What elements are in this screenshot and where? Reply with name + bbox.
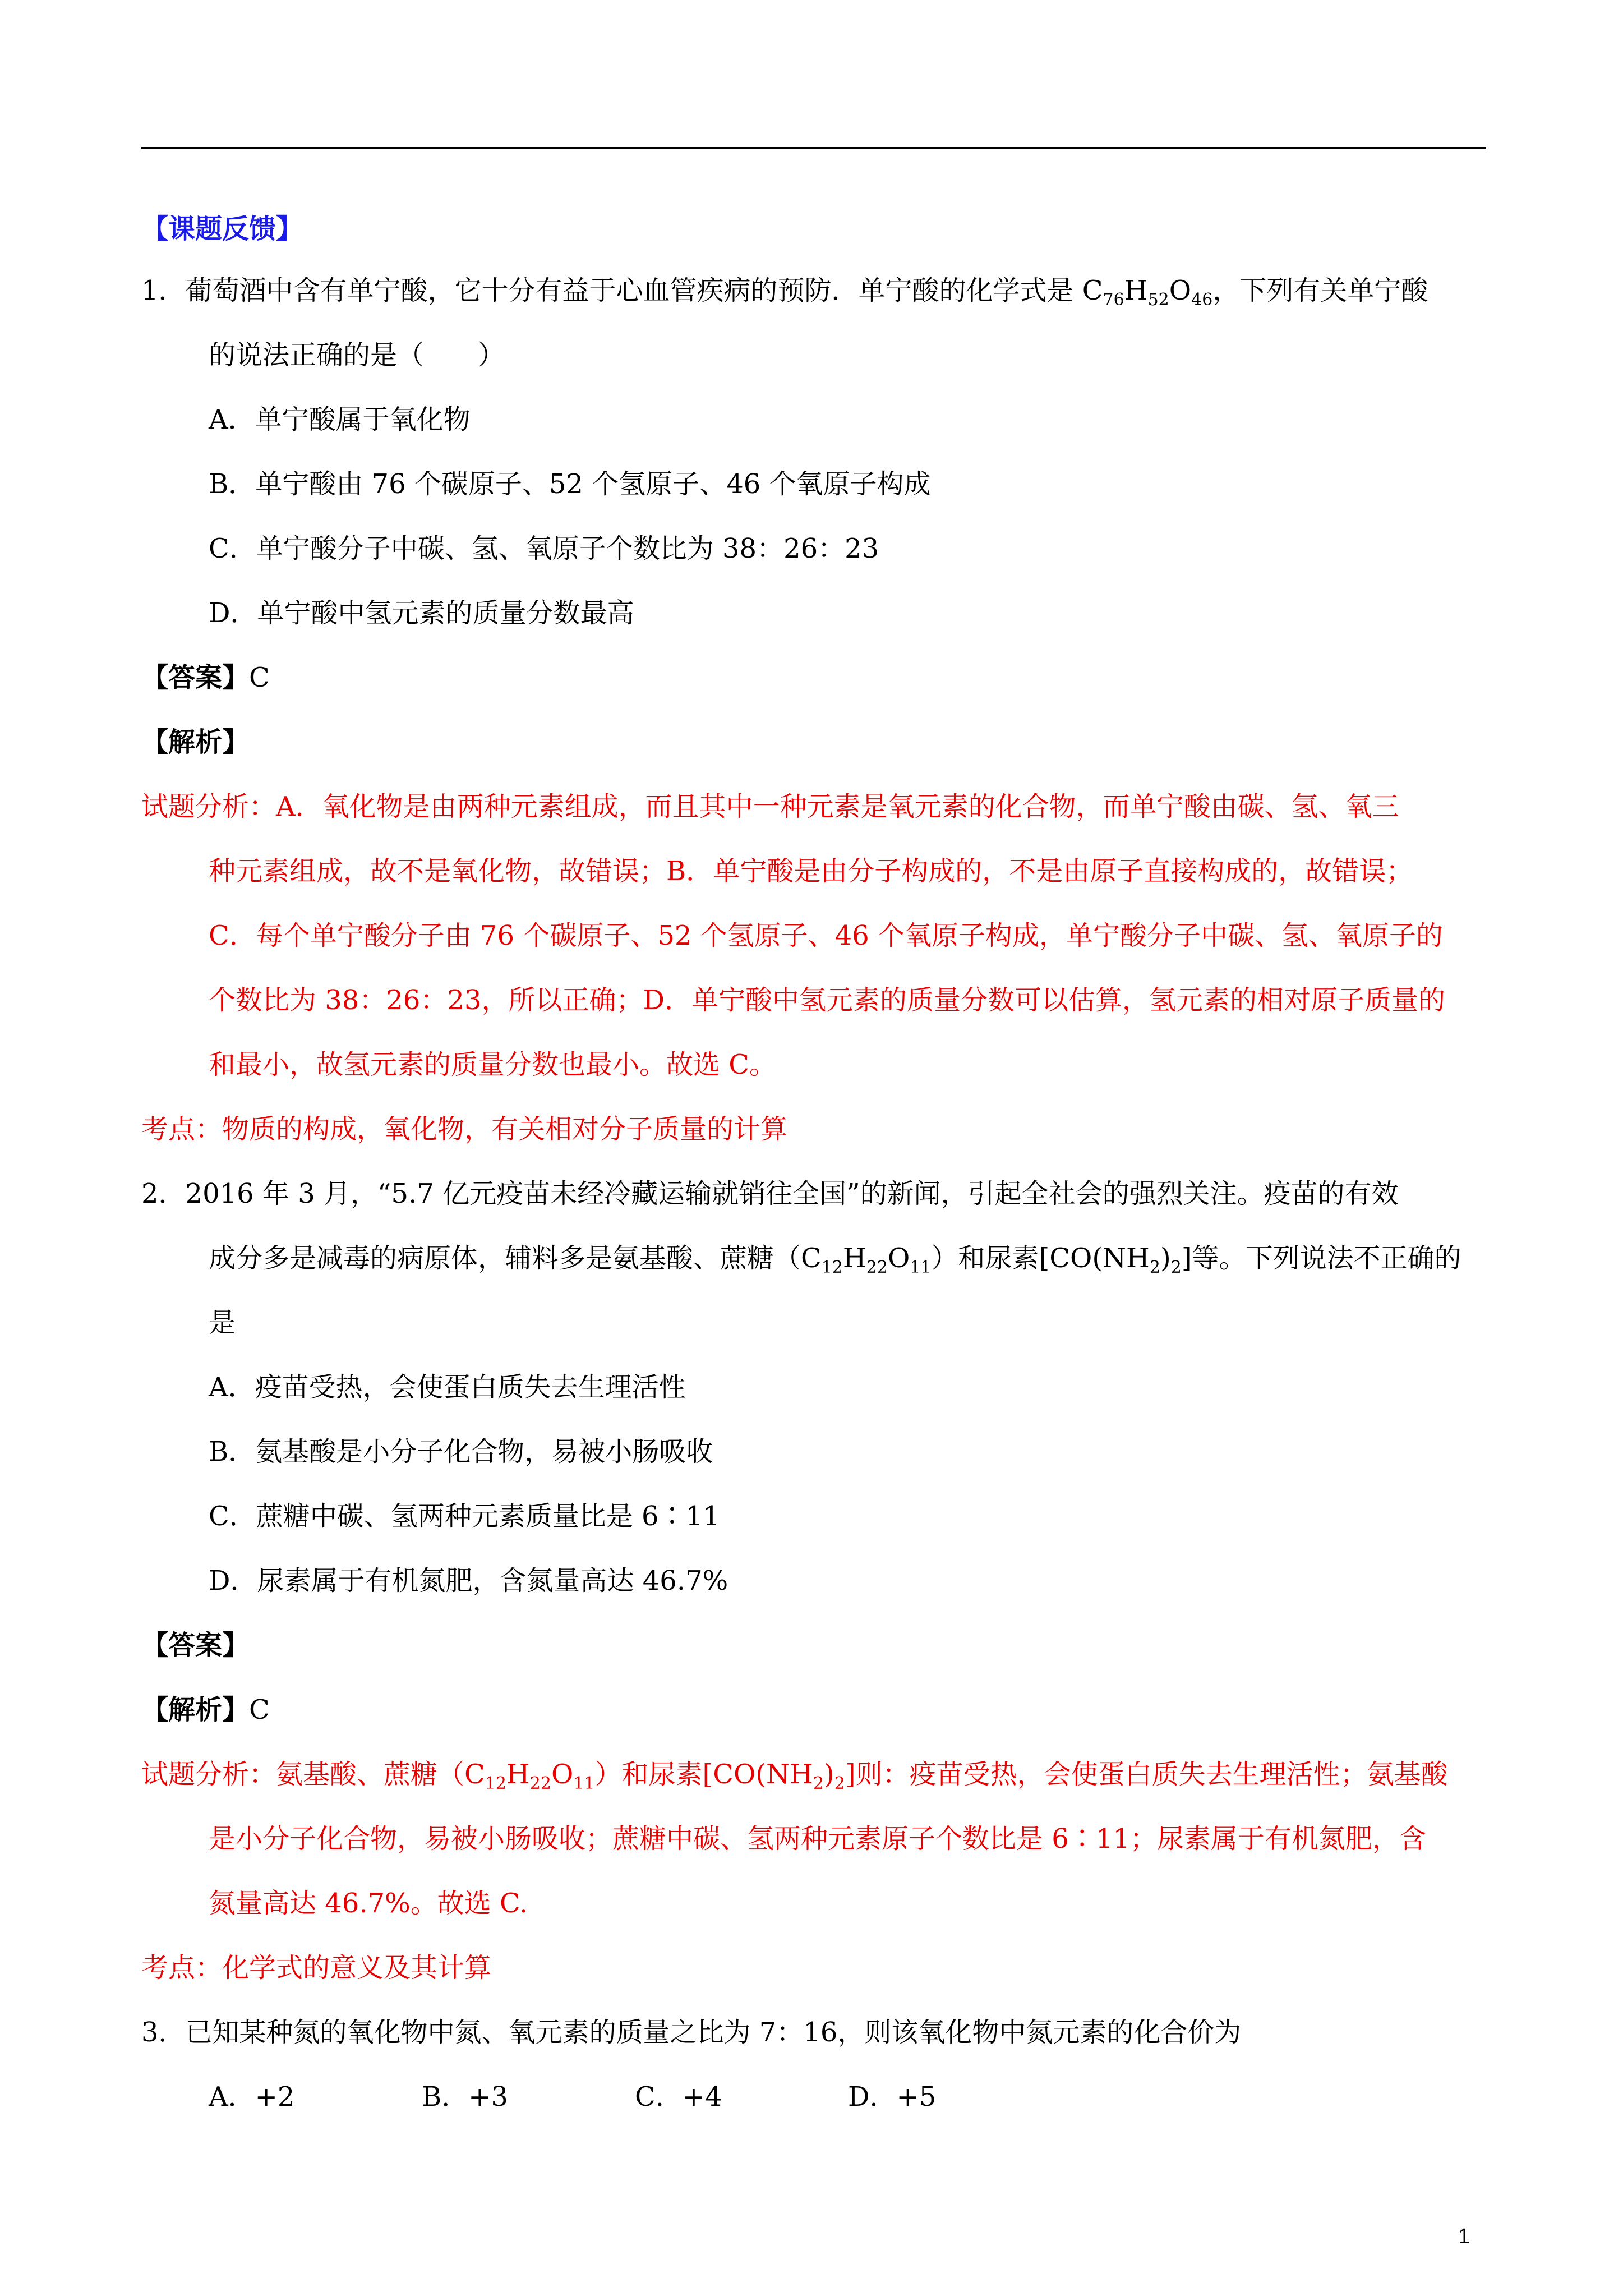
q2-analysis (141, 1693, 270, 1727)
q2-stem-line2 (209, 1241, 1461, 1275)
q2-sub-paren: 2 (1170, 1258, 1182, 1277)
q3-options (209, 2080, 936, 2114)
q2-analysis-line3: 氮量高达 46.7%。故选 C. (209, 1888, 528, 1919)
q2-o: O (887, 1243, 910, 1274)
q1-formula-sub-c: 76 (1103, 290, 1124, 310)
q2-sub-h: 22 (866, 1258, 888, 1277)
q2-a1-sub-h: 22 (529, 1774, 551, 1793)
q1-answer-label: 【答案】 (141, 662, 250, 693)
q1-answer-value: C (249, 662, 270, 693)
q2-paren: ) (1160, 1243, 1171, 1274)
q2-stem-post: ]等。下列说法不正确的 (1181, 1243, 1461, 1274)
q3-option-a: A．+2 (209, 2081, 295, 2113)
q2-stem-pre: 成分多是减毒的病原体，辅料多是氨基酸、蔗糖（C (209, 1243, 822, 1274)
q2-option-c: C．蔗糖中碳、氢两种元素质量比是 6∶11 (209, 1501, 720, 1532)
q2-a1-sub-nh: 2 (813, 1774, 824, 1793)
q1-stem-line2: 的说法正确的是（ ） (209, 339, 505, 371)
q2-option-b: B．氨基酸是小分子化合物，易被小肠吸收 (209, 1436, 713, 1467)
q2-stem-line3: 是 (209, 1307, 236, 1338)
q1-analysis-label: 【解析】 (141, 726, 250, 758)
q2-analysis-value: C (249, 1694, 270, 1726)
q1-option-a: A．单宁酸属于氧化物 (209, 404, 471, 435)
q2-a1-sub-o: 11 (573, 1774, 595, 1793)
q2-analysis-label: 【解析】 (141, 1694, 250, 1726)
q1-option-d: D．单宁酸中氢元素的质量分数最高 (209, 597, 634, 629)
q2-a1-pre: 试题分析：氨基酸、蔗糖（C (141, 1759, 485, 1790)
q1-analysis-line1: 试题分析：A．氧化物是由两种元素组成，而且其中一种元素是氧元素的化合物，而单宁酸由碳、氢、氧三 (141, 791, 1399, 822)
q2-option-a: A．疫苗受热，会使蛋白质失去生理活性 (209, 1372, 686, 1403)
q2-a1-mid: ）和尿素[CO(NH (594, 1759, 813, 1790)
q2-sub-o: 11 (910, 1258, 932, 1277)
q1-option-b: B．单宁酸由 76 个碳原子、52 个氢原子、46 个氧原子构成 (209, 468, 931, 500)
q2-answer-label: 【答案】 (141, 1630, 250, 1661)
q2-h: H (842, 1243, 866, 1274)
header-rule (141, 147, 1486, 149)
q1-analysis-line4: 个数比为 38：26：23，所以正确；D．单宁酸中氢元素的质量分数可以估算，氢元素的相对原子质量的 (209, 984, 1445, 1016)
q2-stem-mid: ）和尿素[CO(NH (931, 1243, 1150, 1274)
q2-analysis-line1 (141, 1757, 1448, 1791)
q3-option-d: D．+5 (848, 2081, 937, 2113)
q2-a1-paren: ) (824, 1759, 834, 1790)
q2-stem-line1: 2．2016 年 3 月，“5.7 亿元疫苗未经冷藏运输就销往全国”的新闻，引起全社会的强烈关注。疫苗的有效 (141, 1178, 1399, 1209)
q2-option-d: D．尿素属于有机氮肥，含氮量高达 46.7% (209, 1565, 728, 1596)
q1-answer (141, 661, 270, 694)
q1-stem-pre: 1．葡萄酒中含有单宁酸，它十分有益于心血管疾病的预防．单宁酸的化学式是 C (141, 275, 1103, 306)
q1-kaodian: 考点：物质的构成，氧化物，有关相对分子质量的计算 (141, 1114, 788, 1145)
q1-formula-o: O (1169, 275, 1192, 306)
q1-analysis-line3: C．每个单宁酸分子由 76 个碳原子、52 个氢原子、46 个氧原子构成，单宁酸分子中碳、氢、氧原子的 (209, 920, 1443, 951)
q2-sub-nh: 2 (1149, 1258, 1161, 1277)
q1-formula-sub-h: 52 (1147, 290, 1169, 310)
section-title: 【课题反馈】 (141, 213, 303, 245)
page-number: 1 (1458, 2225, 1470, 2248)
q1-stem-post: ，下列有关单宁酸 (1212, 275, 1428, 306)
q2-a1-h: H (506, 1759, 530, 1790)
q2-sub-c: 12 (821, 1258, 843, 1277)
q1-option-c: C．单宁酸分子中碳、氢、氧原子个数比为 38：26：23 (209, 533, 879, 564)
q1-analysis-line5: 和最小，故氢元素的质量分数也最小。故选 C。 (209, 1049, 776, 1080)
q1-analysis-line2: 种元素组成，故不是氧化物，故错误；B．单宁酸是由分子构成的，不是由原子直接构成的，故错误； (209, 855, 1413, 887)
q3-option-b: B．+3 (422, 2081, 509, 2113)
q3-option-c: C．+4 (635, 2081, 722, 2113)
q3-stem: 3．已知某种氮的氧化物中氮、氧元素的质量之比为 7：16，则该氧化物中氮元素的化合价为 (141, 2017, 1242, 2048)
q1-formula-h: H (1124, 275, 1148, 306)
q2-a1-sub-c: 12 (485, 1774, 506, 1793)
q2-kaodian: 考点：化学式的意义及其计算 (141, 1952, 492, 1984)
q2-a1-sub-paren: 2 (834, 1774, 845, 1793)
q2-analysis-line2: 是小分子化合物，易被小肠吸收；蔗糖中碳、氢两种元素原子个数比是 6∶11；尿素属于有机氮肥，含 (209, 1823, 1426, 1855)
q2-a1-o: O (551, 1759, 574, 1790)
q2-a1-post: ]则：疫苗受热，会使蛋白质失去生理活性；氨基酸 (845, 1759, 1448, 1790)
q1-stem-line1 (141, 274, 1428, 310)
q1-formula-sub-o: 46 (1191, 290, 1213, 310)
